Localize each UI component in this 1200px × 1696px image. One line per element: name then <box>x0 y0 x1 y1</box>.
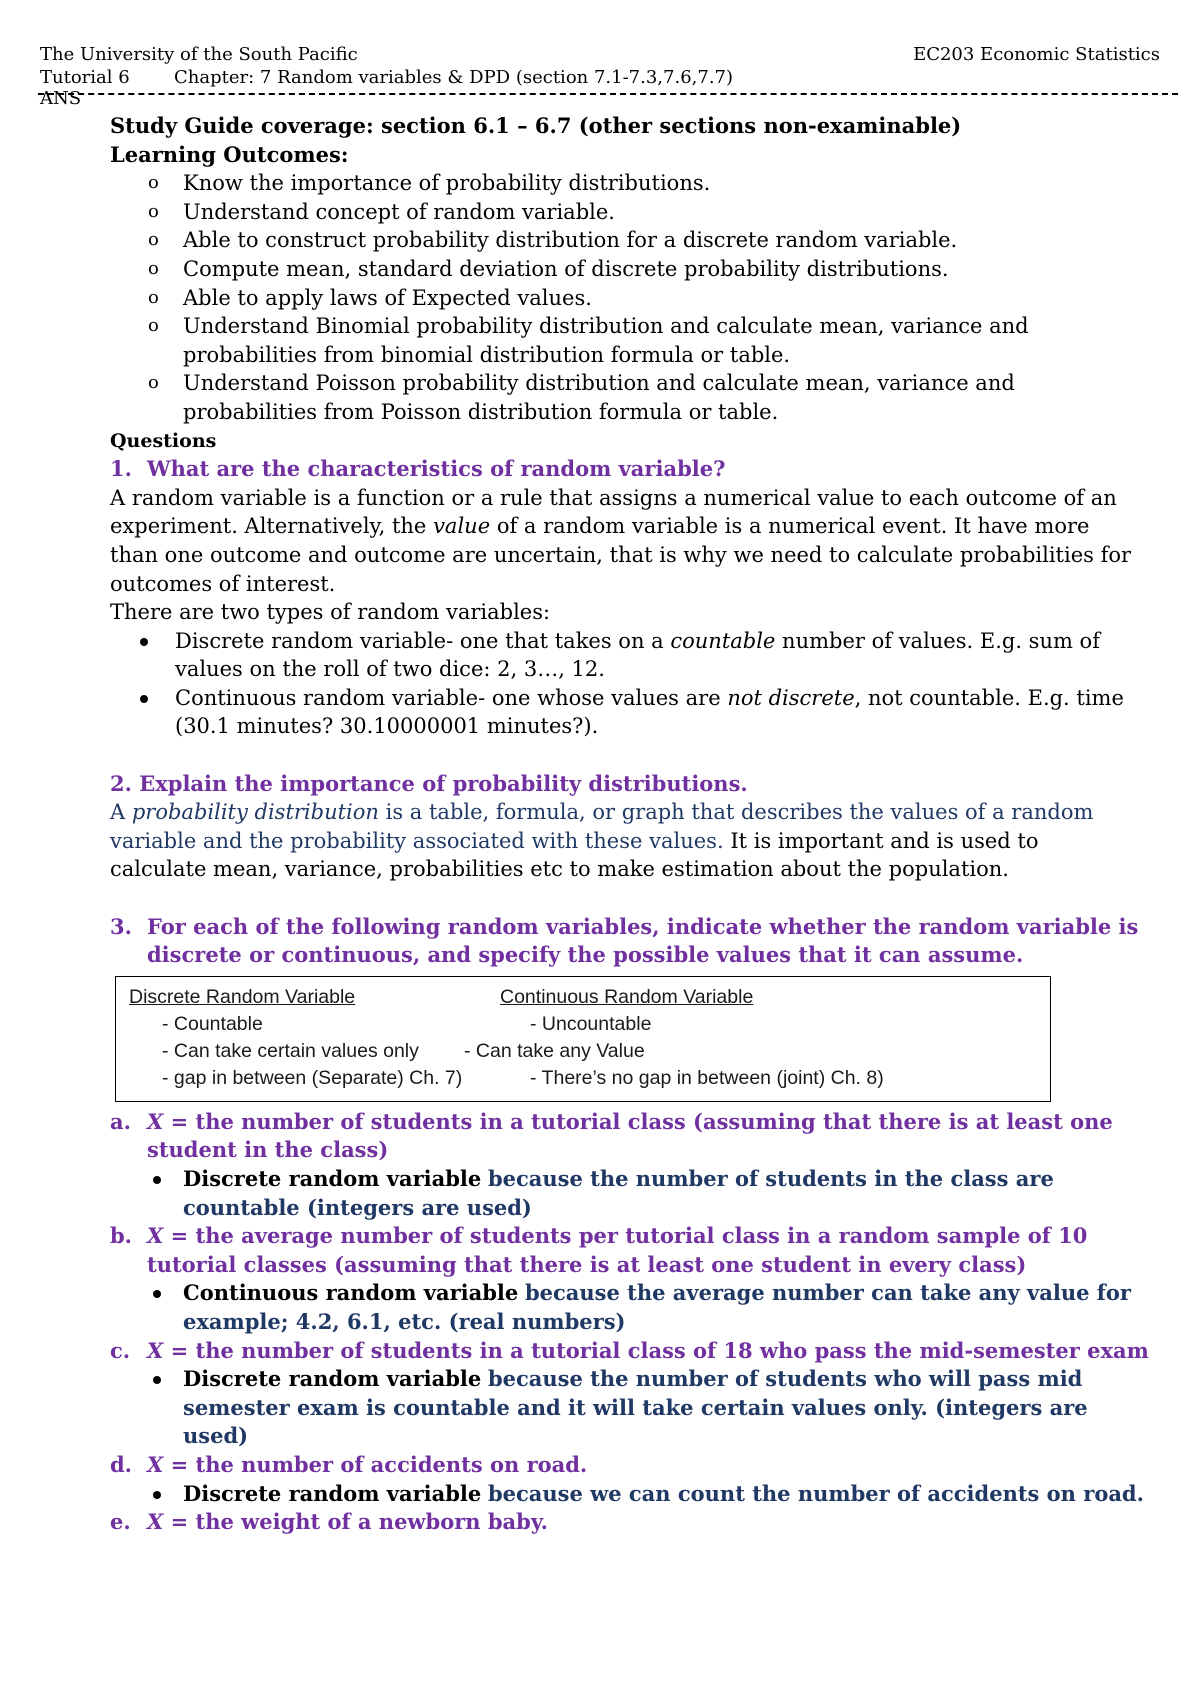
q2-answer-line-3: calculate mean, variance, probabilities etc to make estimation about the population. <box>110 857 1009 882</box>
answer-type: Discrete random variable <box>183 1166 482 1191</box>
table-right-cell: - Can take any Value <box>464 1039 645 1062</box>
outcome-marker: o <box>148 172 159 194</box>
header-divider <box>38 93 1178 95</box>
outcome-item: o Able to construct probability distribution for a discrete random variable. <box>110 226 1150 255</box>
answer-type: Discrete random variable <box>183 1480 482 1506</box>
outcome-marker: o <box>148 315 159 337</box>
bullet-dot <box>153 1290 161 1298</box>
q3-parts <box>110 1108 1150 1537</box>
bullet-dot <box>153 1491 161 1499</box>
part-question: c. X = the number of students in a tutorial class of 18 who pass the mid-semester exam <box>110 1337 1150 1366</box>
question-3-title: 3. For each of the following random variables, indicate whether the random variable is discrete or continuous, and specify the possible values that it can assume. <box>110 913 1139 968</box>
variable-x: X <box>147 1108 164 1134</box>
part-label: b. <box>110 1223 132 1249</box>
question-1-number: 1. <box>110 456 132 482</box>
bullet-dot <box>140 638 148 646</box>
question-2-title: 2. Explain the importance of probability distributions. <box>110 770 748 796</box>
outcome-marker: o <box>148 229 159 251</box>
answer-type: Continuous random variable <box>183 1280 519 1306</box>
chapter-label: Chapter: 7 Random variables & DPD (section 7.1-7.3,7.6,7.7) <box>174 67 734 88</box>
continuous-rv-bullet: Continuous random variable- one whose values are not discrete, not countable. E.g. time (30.1 minutes? 30.10000001 minutes?). <box>110 684 1150 741</box>
question-1-title <box>110 455 1150 484</box>
discrete-header: Discrete Random Variable <box>129 985 356 1008</box>
bullet-dot <box>140 695 148 703</box>
table-left-cell: - Can take certain values only <box>162 1039 419 1062</box>
outcome-marker: o <box>148 257 159 279</box>
outcomes-list <box>110 169 1150 426</box>
bullet-dot <box>153 1376 161 1384</box>
part-answer: Discrete random variable because the number of students who will pass mid semester exam is countable and it will take certain values only. (integers are used) <box>110 1365 1150 1451</box>
outcome-item: o Understand Binomial probability distribution and calculate mean, variance and probabilities from binomial distribution formula or table. <box>148 314 1029 367</box>
page-header-bottom <box>40 67 1160 109</box>
part-label: a. <box>110 1108 131 1134</box>
outcome-marker: o <box>148 372 159 394</box>
questions-heading: Questions <box>110 429 217 452</box>
part-label: e. <box>110 1509 131 1535</box>
answer-type: Discrete random variable <box>183 1366 482 1392</box>
outcomes-heading: Learning Outcomes: <box>110 141 349 167</box>
q2-answer-line-2: variable and the probability associated with these values. It is important and is used to <box>110 828 1039 853</box>
outcome-marker: o <box>148 286 159 308</box>
discrete-rv-bullet: Discrete random variable- one that takes on a countable number of values. E.g. sum of values on the roll of two dice: 2, 3…, 12. <box>110 627 1150 684</box>
question-1-text: What are the characteristics of random variable? <box>147 456 726 482</box>
variable-x: X <box>147 1451 164 1477</box>
tutorial-label: Tutorial 6 ANS <box>40 67 130 109</box>
q2-answer-line-1: A probability distribution is a table, formula, or graph that describes the values of a random <box>110 800 1094 825</box>
outcome-item: o Able to apply laws of Expected values. <box>110 284 1150 313</box>
part-question: d. X = the number of accidents on road. <box>110 1451 1150 1480</box>
part-answer: Discrete random variable because the number of students in the class are countable (integers are used) <box>110 1165 1150 1222</box>
outcome-item: o Compute mean, standard deviation of discrete probability distributions. <box>110 255 1150 284</box>
part-answer: Discrete random variable because we can count the number of accidents on road. <box>110 1480 1150 1509</box>
q1-answer-line-2: experiment. Alternatively, the value of a random variable is a numerical event. It have more <box>110 514 1090 539</box>
outcome-marker: o <box>148 200 159 222</box>
part-question: b. X = the average number of students per tutorial class in a random sample of 10 tutorial classes (assuming that there is at least one student in every class) <box>110 1223 1088 1277</box>
table-right-cell: - Uncountable <box>530 1012 652 1035</box>
outcome-item: o Understand concept of random variable. <box>110 198 1150 227</box>
q1-answer-line-1: A random variable is a function or a rule that assigns a numerical value to each outcome of an <box>110 485 1117 510</box>
rv-comparison-table <box>115 976 1051 1102</box>
part-question: a. X = the number of students in a tutorial class (assuming that there is at least one student in the class) <box>110 1108 1113 1163</box>
part-answer: Continuous random variable because the average number can take any value for example; 4.2, 6.1, etc. (real numbers) <box>110 1279 1150 1336</box>
part-label: d. <box>110 1451 132 1477</box>
outcome-item: o Understand Poisson probability distribution and calculate mean, variance and probabilities from Poisson distribution formula or table. <box>148 371 1015 424</box>
variable-x: X <box>147 1509 164 1535</box>
continuous-header: Continuous Random Variable <box>500 985 754 1008</box>
table-left-cell: - gap in between (Separate) Ch. 7) <box>162 1066 463 1089</box>
bullet-dot <box>153 1176 161 1184</box>
course-name: EC203 Economic Statistics <box>913 44 1160 65</box>
q1-answer-line-4: outcomes of interest. <box>110 571 336 596</box>
part-label: c. <box>110 1337 131 1363</box>
q1-answer-line-3: than one outcome and outcome are uncertain, that is why we need to calculate probabilities for <box>110 542 1132 567</box>
document-body <box>110 112 1150 1537</box>
variable-x: X <box>147 1337 164 1363</box>
table-right-cell: - There’s no gap in between (joint) Ch. 8) <box>530 1066 884 1089</box>
coverage-heading: Study Guide coverage: section 6.1 – 6.7 (other sections non-examinable) <box>110 113 962 138</box>
rv-types-intro: There are two types of random variables: <box>110 600 551 625</box>
university-name: The University of the South Pacific <box>40 44 358 65</box>
outcome-item: o Know the importance of probability distributions. <box>110 169 1150 198</box>
value-emphasis: value <box>433 514 491 539</box>
variable-x: X <box>147 1223 164 1249</box>
table-left-cell: - Countable <box>162 1012 263 1035</box>
part-question: e. X = the weight of a newborn baby. <box>110 1508 1150 1537</box>
